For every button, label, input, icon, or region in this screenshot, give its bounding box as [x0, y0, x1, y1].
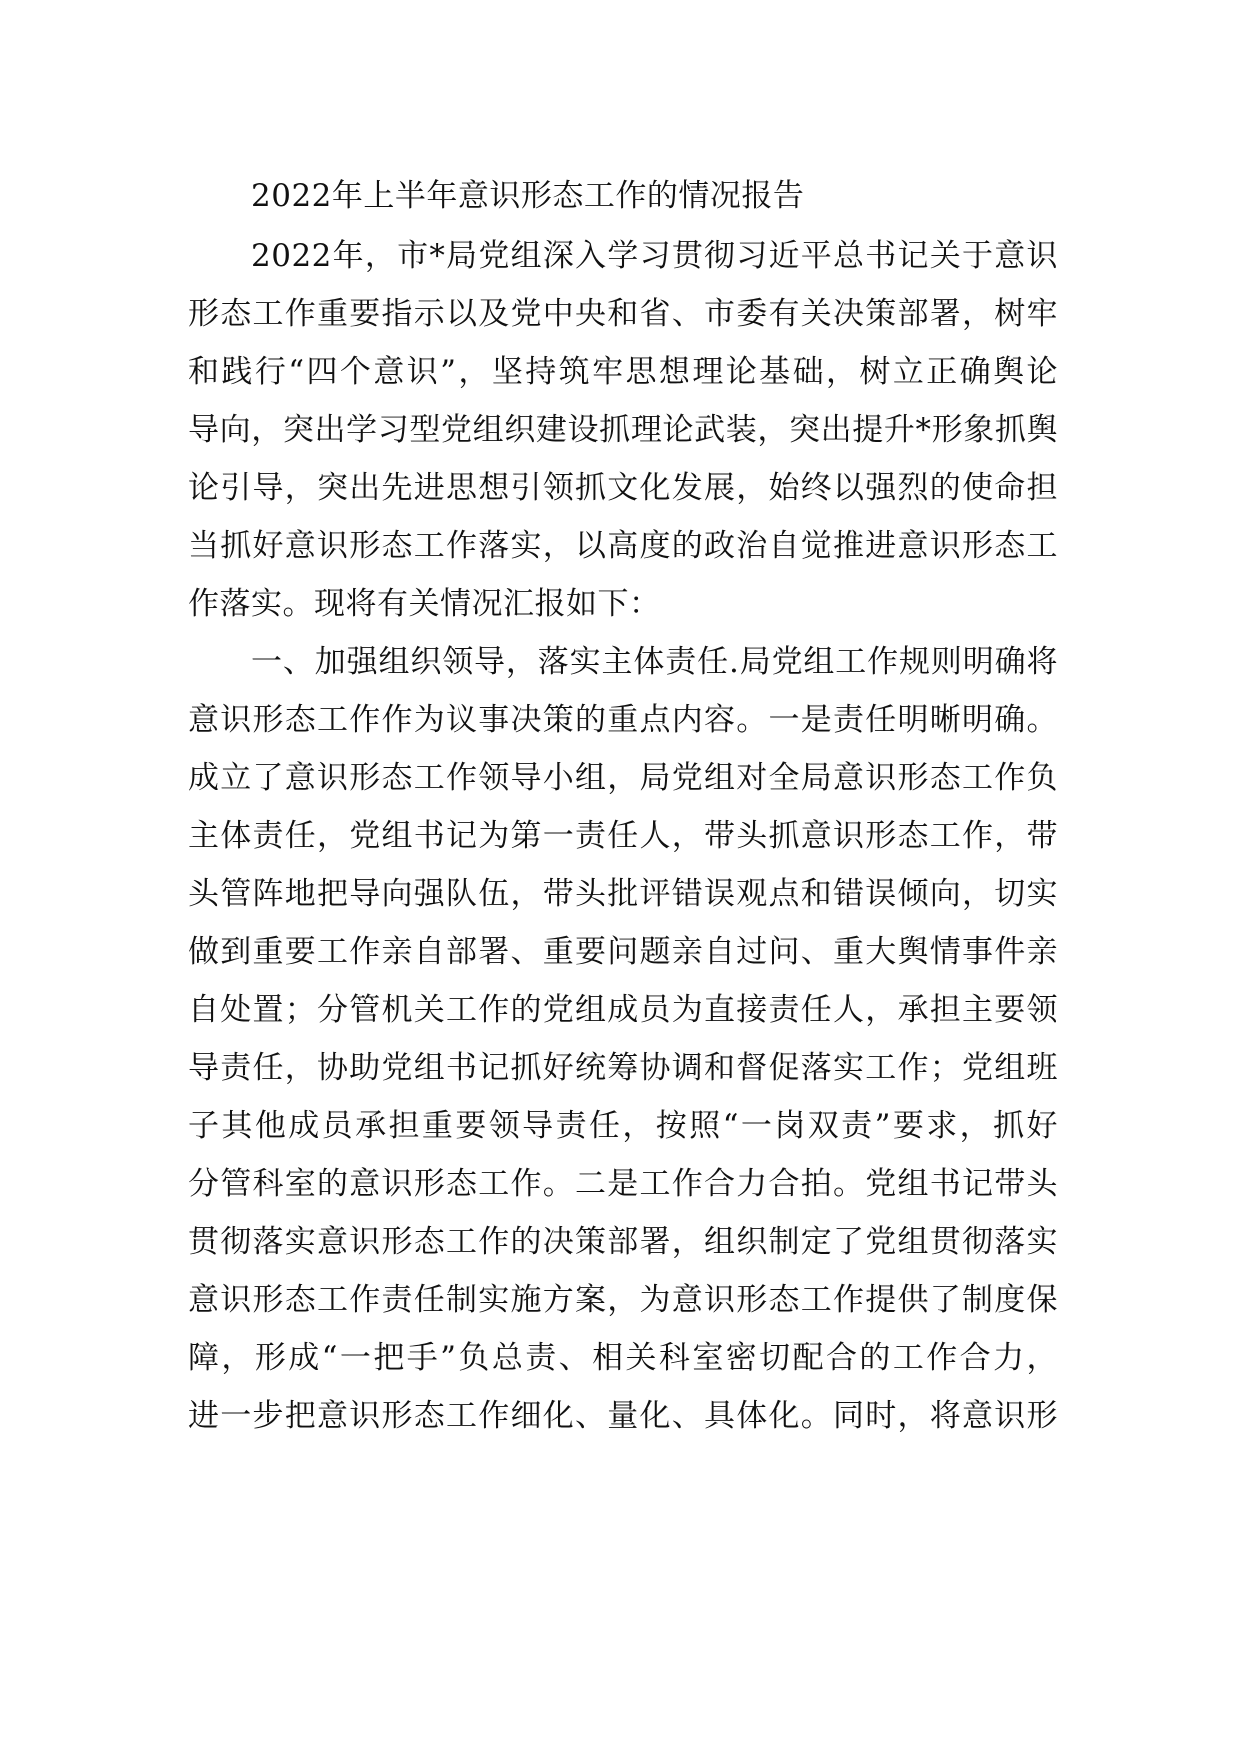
paragraph-line: 障，形成“一把手”负总责、相关科室密切配合的工作合力， — [188, 1340, 1058, 1376]
paragraph-line: 子其他成员承担重要领导责任，按照“一岗双责”要求，抓好 — [188, 1108, 1058, 1144]
paragraph-line: 和践行“四个意识”，坚持筑牢思想理论基础，树立正确舆论 — [188, 354, 1058, 390]
paragraph-line: 作落实。现将有关情况汇报如下： — [188, 586, 661, 622]
paragraph-line: 意识形态工作作为议事决策的重点内容。一是责任明晰明确。 — [188, 702, 1058, 738]
paragraph-line: 形态工作重要指示以及党中央和省、市委有关决策部署，树牢 — [188, 296, 1058, 332]
paragraph-line: 成立了意识形态工作领导小组，局党组对全局意识形态工作负 — [188, 760, 1058, 796]
paragraph-line: 贯彻落实意识形态工作的决策部署，组织制定了党组贯彻落实 — [188, 1224, 1058, 1260]
paragraph-line: 自处置；分管机关工作的党组成员为直接责任人，承担主要领 — [188, 992, 1058, 1028]
paragraph-line: 导向，突出学习型党组织建设抓理论武装，突出提升*形象抓舆 — [188, 412, 1058, 448]
paragraph-line: 做到重要工作亲自部署、重要问题亲自过问、重大舆情事件亲 — [188, 934, 1058, 970]
paragraph-line: 进一步把意识形态工作细化、量化、具体化。同时，将意识形 — [188, 1398, 1058, 1434]
paragraph-line: 论引导，突出先进思想引领抓文化发展，始终以强烈的使命担 — [188, 470, 1058, 506]
paragraph-line: 头管阵地把导向强队伍，带头批评错误观点和错误倾向，切实 — [188, 876, 1058, 912]
paragraph-line: 主体责任，党组书记为第一责任人，带头抓意识形态工作，带 — [188, 818, 1058, 854]
paragraph-line: 2022年，市*局党组深入学习贯彻习近平总书记关于意识 — [251, 238, 1058, 274]
document-title: 2022年上半年意识形态工作的情况报告 — [251, 178, 805, 214]
paragraph-line: 分管科室的意识形态工作。二是工作合力合拍。党组书记带头 — [188, 1166, 1058, 1202]
paragraph-line: 当抓好意识形态工作落实，以高度的政治自觉推进意识形态工 — [188, 528, 1058, 564]
paragraph-line: 意识形态工作责任制实施方案，为意识形态工作提供了制度保 — [188, 1282, 1058, 1318]
paragraph-line: 导责任，协助党组书记抓好统筹协调和督促落实工作；党组班 — [188, 1050, 1058, 1086]
paragraph-line: 一、加强组织领导，落实主体责任.局党组工作规则明确将 — [251, 644, 1058, 680]
